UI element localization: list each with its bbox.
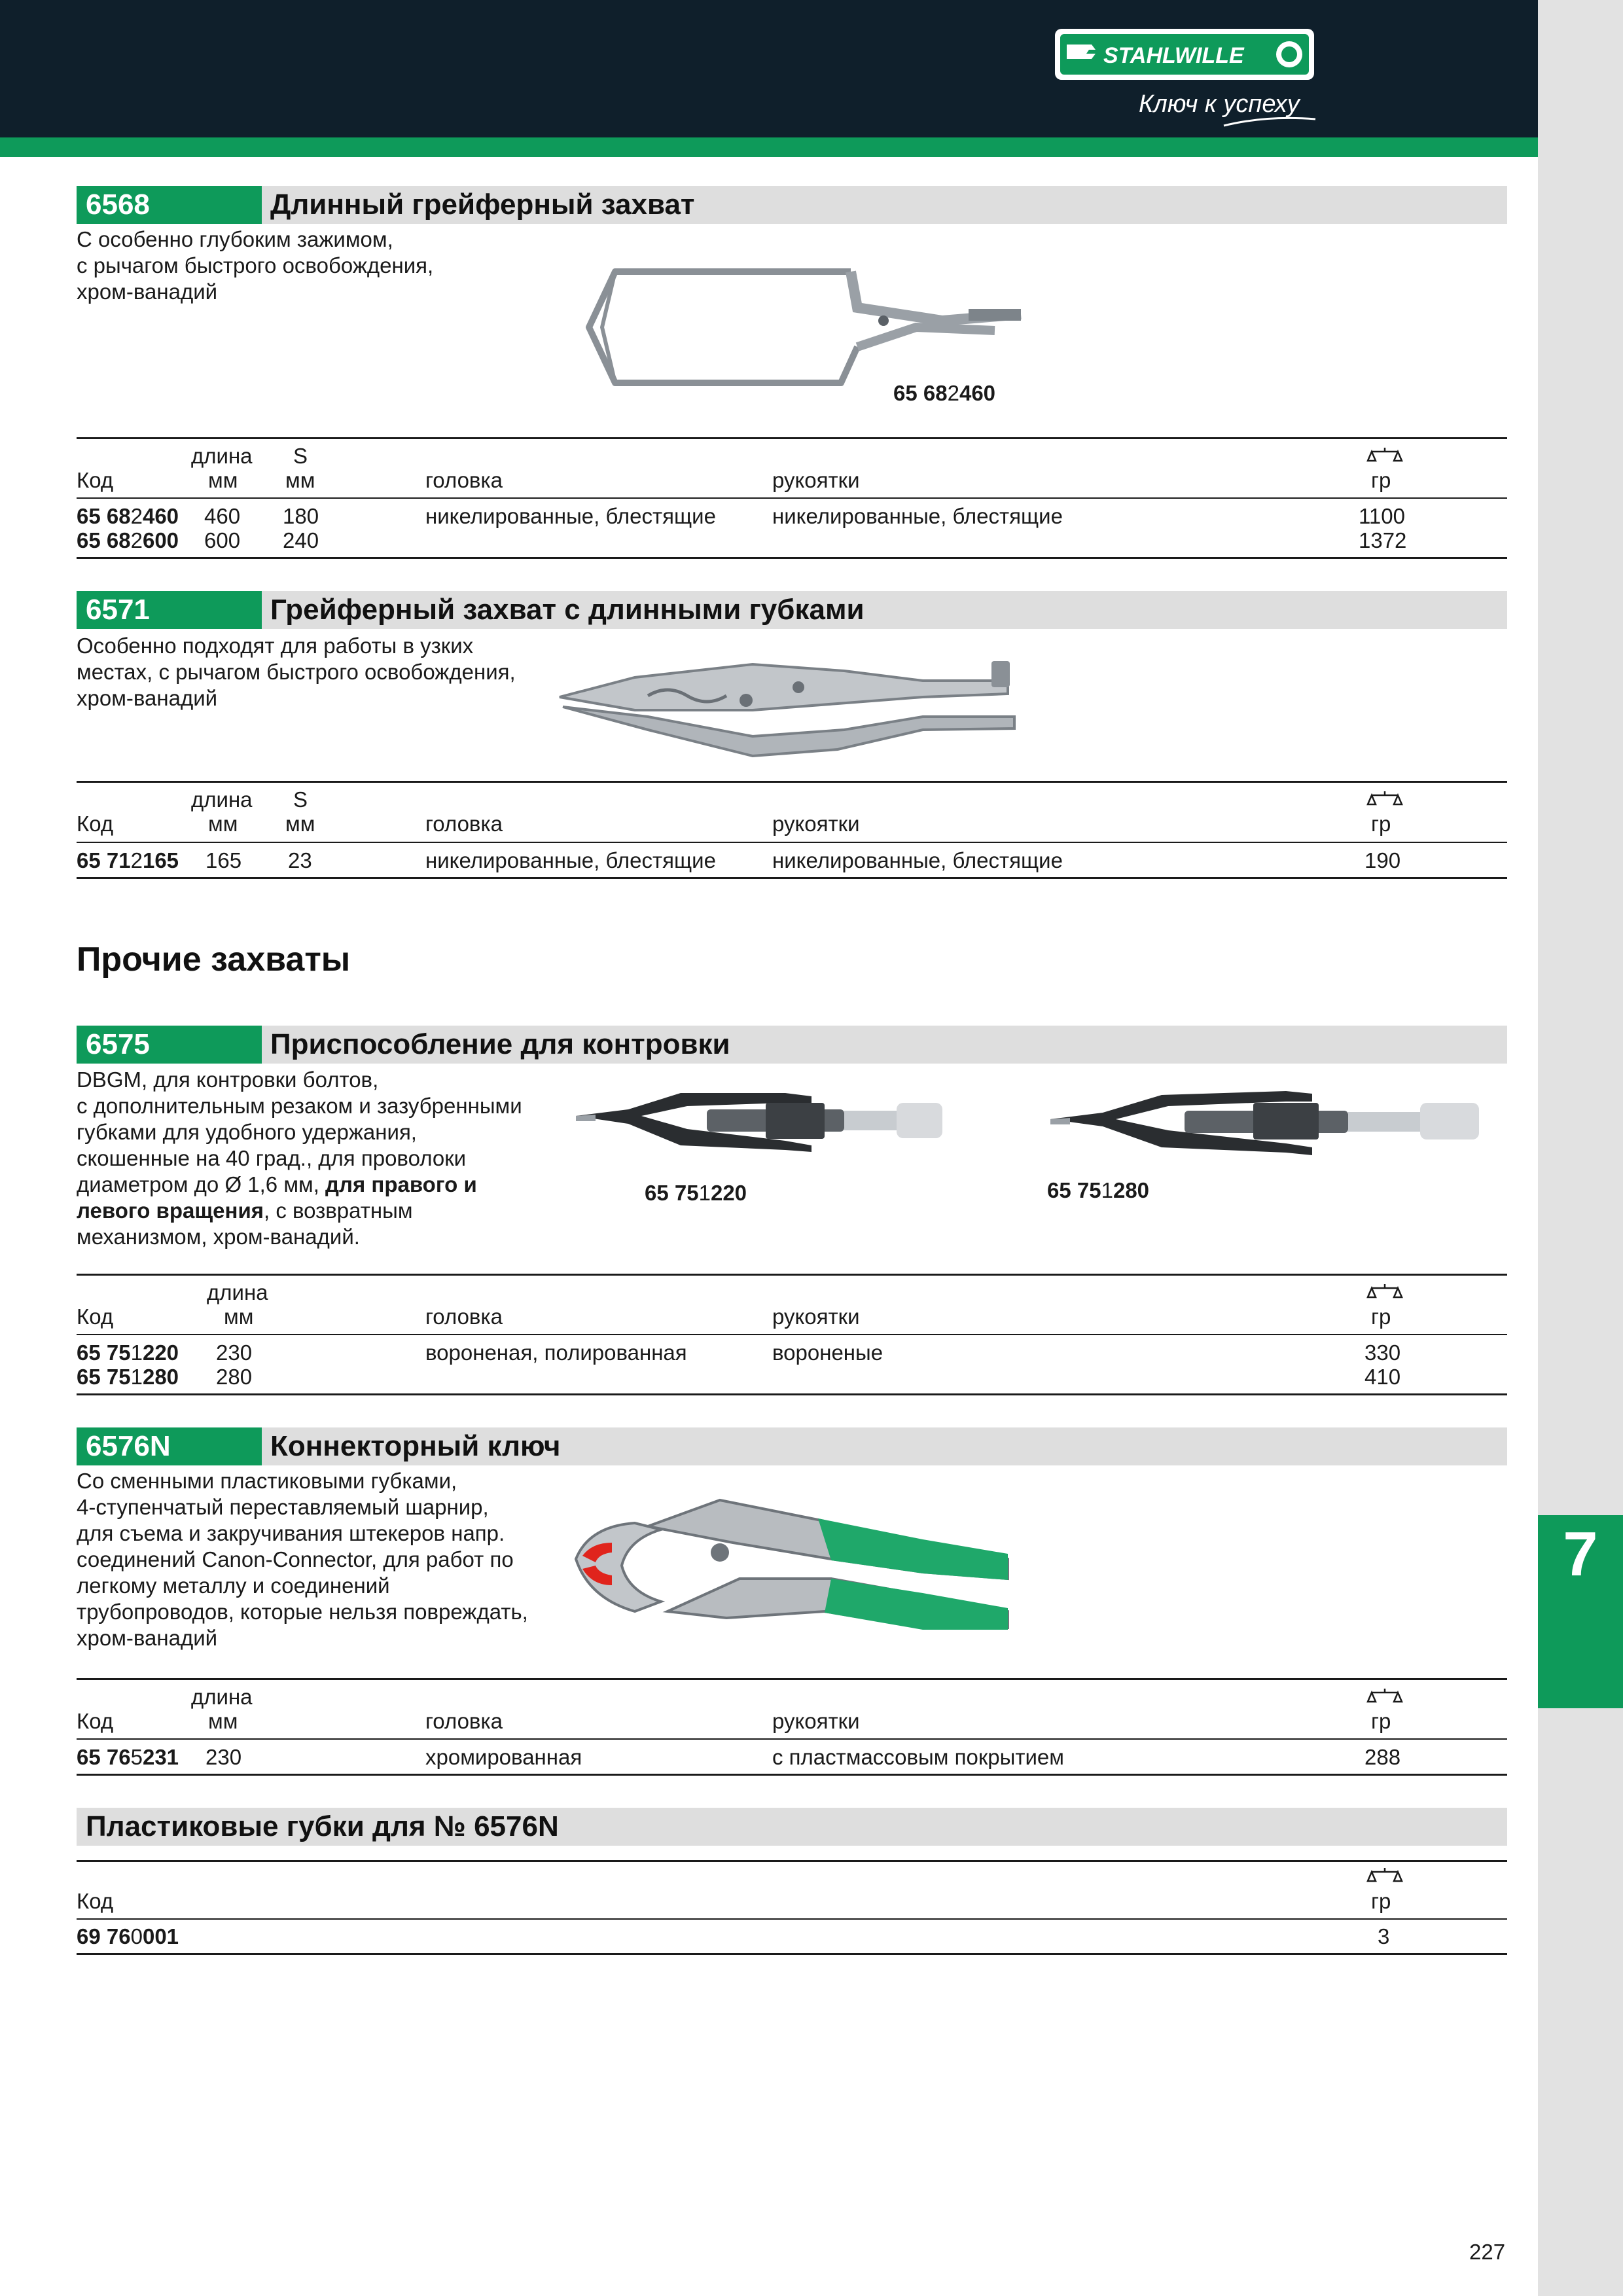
weight-scale-icon [1366, 790, 1403, 810]
description-line: местах, с рычагом быстрого освобождения, [77, 660, 516, 684]
cell-weight: 1100 [1359, 504, 1405, 528]
description-line: С особенно глубоким зажимом, [77, 227, 393, 251]
col-header-code: Код [77, 1304, 114, 1329]
col-header-mm: мм [285, 468, 315, 492]
section-bar-6576n [77, 1427, 1507, 1465]
description-line: Со сменными пластиковыми губками, [77, 1469, 457, 1493]
image-caption [645, 1181, 747, 1206]
section-number: 6576N [77, 1427, 262, 1465]
description-line: трубопроводов, которые нельзя повреждать, [77, 1600, 528, 1624]
col-header-code: Код [77, 1889, 114, 1913]
col-header-handles: рукоятки [772, 812, 860, 836]
code-part: 65 [645, 1181, 669, 1205]
cell-head: никелированные, блестящие [425, 504, 716, 528]
table-bottom-rule [77, 1774, 1507, 1776]
slogan-underline-swoosh [1221, 111, 1319, 131]
image-caption [893, 381, 995, 406]
description-bold: левого вращения [77, 1198, 264, 1223]
table-row-code[interactable] [77, 1745, 179, 1770]
cell-s: 23 [288, 848, 312, 872]
table-top-rule [77, 1274, 1507, 1276]
code-part: 65 [77, 1745, 101, 1769]
cell-handles: с пластмассовым покрытием [772, 1745, 1064, 1769]
safety-wire-pliers-image [569, 1083, 962, 1162]
cell-handles: никелированные, блестящие [772, 504, 1063, 528]
safety-wire-pliers-image [1044, 1083, 1508, 1162]
col-header-mm: мм [208, 468, 238, 492]
code-part: 75 [106, 1365, 131, 1389]
description-line: 4-ступенчатый переставляемый шарнир, [77, 1495, 489, 1519]
cell-head: никелированные, блестящие [425, 848, 716, 872]
table-bottom-rule [77, 1953, 1507, 1955]
cell-weight: 330 [1364, 1340, 1401, 1365]
code-part: 2 [130, 504, 143, 528]
col-header-s: S [293, 787, 308, 812]
code-part: 69 [77, 1924, 101, 1948]
image-caption [1047, 1178, 1149, 1203]
description-line: DBGM, для контровки болтов, [77, 1067, 379, 1092]
section-description-6571 [77, 633, 516, 711]
section-bar-plastic-jaws [77, 1808, 1507, 1846]
col-header-grams: гр [1371, 1889, 1391, 1913]
cell-length: 230 [205, 1745, 242, 1769]
slogan: Ключ к успеху [1139, 90, 1300, 118]
table-top-rule [77, 1860, 1507, 1862]
header-green-line [0, 137, 1538, 157]
col-header-handles: рукоятки [772, 1304, 860, 1329]
description-line: хром-ванадий [77, 279, 218, 304]
weight-scale-icon [1366, 1687, 1403, 1707]
cell-weight: 410 [1364, 1365, 1401, 1389]
code-part: 1 [130, 1340, 143, 1365]
code-part: 68 [923, 381, 948, 405]
code-part: 75 [1077, 1178, 1101, 1202]
section-description-6576n [77, 1468, 528, 1651]
cell-length: 460 [204, 504, 241, 528]
description-line [77, 1198, 522, 1224]
code-part: 1 [698, 1181, 711, 1205]
description-line: соединений Canon-Connector, для работ по [77, 1547, 514, 1571]
col-header-mm: мм [224, 1304, 254, 1329]
chapter-number: 7 [1563, 1519, 1598, 1589]
code-part: 65 [77, 1340, 101, 1365]
col-header-mm: мм [285, 812, 315, 836]
col-header-head: головка [425, 1304, 503, 1329]
code-part: 2 [130, 848, 143, 872]
col-header-mm: мм [208, 812, 238, 836]
cell-length: 230 [216, 1340, 253, 1365]
col-header-mm: мм [208, 1709, 238, 1733]
col-header-handles: рукоятки [772, 1709, 860, 1733]
weight-scale-icon [1366, 1867, 1403, 1886]
cell-weight: 190 [1364, 848, 1401, 872]
table-row-code[interactable] [77, 848, 179, 873]
description-line: для съема и закручивания штекеров напр. [77, 1521, 505, 1545]
cell-length: 165 [205, 848, 242, 872]
table-row-code[interactable] [77, 528, 179, 553]
description-line: механизмом, хром-ванадий. [77, 1225, 360, 1249]
svg-text:STAHLWILLE: STAHLWILLE [1103, 43, 1244, 68]
col-header-length: длина [191, 444, 253, 468]
table-row-code[interactable] [77, 1365, 179, 1390]
section-title: Пластиковые губки для № 6576N [86, 1810, 559, 1842]
locking-c-clamp-image [576, 249, 1027, 399]
code-part: 280 [1113, 1178, 1150, 1202]
cell-handles: вороненые [772, 1340, 883, 1365]
description-text: диаметром до Ø 1,6 мм, [77, 1172, 326, 1196]
cell-weight: 3 [1378, 1924, 1390, 1948]
code-part: 5 [130, 1745, 143, 1769]
code-part: 2 [947, 381, 959, 405]
table-header-rule [77, 1738, 1507, 1740]
table-header-rule [77, 842, 1507, 843]
description-line: с рычагом быстрого освобождения, [77, 253, 434, 278]
cell-s: 240 [283, 528, 319, 552]
code-part: 65 [77, 1365, 101, 1389]
section-title: Грейферный захват с длинными губками [270, 594, 865, 626]
cell-length: 280 [216, 1365, 253, 1389]
description-bold: для правого и [325, 1172, 477, 1196]
code-part: 0 [130, 1924, 143, 1948]
col-header-code: Код [77, 812, 114, 836]
code-part: 68 [106, 504, 131, 528]
code-part: 75 [106, 1340, 131, 1365]
col-header-head: головка [425, 1709, 503, 1733]
code-part: 65 [77, 848, 101, 872]
description-line: Особенно подходят для работы в узких [77, 634, 474, 658]
code-part: 71 [106, 848, 131, 872]
description-line: легкому металлу и соединений [77, 1573, 390, 1598]
section-number: 6571 [77, 591, 262, 629]
section-description-6575 [77, 1067, 522, 1250]
description-line: хром-ванадий [77, 686, 218, 710]
code-part: 220 [142, 1340, 179, 1365]
description-line: хром-ванадий [77, 1626, 218, 1650]
stahlwille-logo [1052, 25, 1317, 84]
section-bar-6571 [77, 591, 1507, 629]
table-top-rule [77, 1678, 1507, 1680]
code-part: 280 [142, 1365, 179, 1389]
cell-head: вороненая, полированная [425, 1340, 687, 1365]
weight-scale-icon [1366, 1283, 1403, 1302]
col-header-length: длина [191, 787, 253, 812]
cell-head: хромированная [425, 1745, 582, 1769]
table-header-rule [77, 1334, 1507, 1335]
section-bar-6575 [77, 1026, 1507, 1064]
cell-handles: никелированные, блестящие [772, 848, 1063, 872]
col-header-code: Код [77, 468, 114, 492]
subheading-other-grips: Прочие захваты [77, 941, 351, 978]
table-bottom-rule [77, 877, 1507, 879]
code-part: 68 [106, 528, 131, 552]
code-part: 460 [959, 381, 996, 405]
code-part: 165 [142, 848, 179, 872]
code-part: 231 [142, 1745, 179, 1769]
code-part: 65 [77, 528, 101, 552]
table-bottom-rule [77, 557, 1507, 559]
table-bottom-rule [77, 1393, 1507, 1395]
code-part: 76 [106, 1924, 131, 1948]
col-header-grams: гр [1371, 812, 1391, 836]
cell-weight: 1372 [1359, 528, 1407, 552]
connector-pliers-image [556, 1480, 1021, 1638]
col-header-code: Код [77, 1709, 114, 1733]
code-part: 76 [106, 1745, 131, 1769]
col-header-grams: гр [1371, 468, 1391, 492]
description-line: с дополнительным резаком и зазубренными [77, 1094, 522, 1118]
weight-scale-icon [1366, 446, 1403, 466]
col-header-s: S [293, 444, 308, 468]
section-title: Коннекторный ключ [270, 1430, 561, 1462]
table-header-rule [77, 1918, 1507, 1920]
section-bar-6568 [77, 186, 1507, 224]
section-title: Длинный грейферный захват [270, 188, 695, 221]
cell-s: 180 [283, 504, 319, 528]
col-header-grams: гр [1371, 1709, 1391, 1733]
code-part: 001 [142, 1924, 179, 1948]
code-part: 460 [142, 504, 179, 528]
table-top-rule [77, 781, 1507, 783]
col-header-head: головка [425, 812, 503, 836]
table-row-code[interactable] [77, 1924, 179, 1949]
description-line [77, 1172, 522, 1198]
description-line: скошенные на 40 град., для проволоки [77, 1146, 467, 1170]
code-part: 1 [1101, 1178, 1113, 1202]
table-row-code[interactable] [77, 1340, 179, 1365]
section-description-6568 [77, 226, 433, 305]
col-header-length: длина [207, 1280, 268, 1304]
code-part: 2 [130, 528, 143, 552]
code-part: 75 [674, 1181, 699, 1205]
section-number: 6575 [77, 1026, 262, 1064]
table-top-rule [77, 437, 1507, 439]
code-part: 65 [77, 504, 101, 528]
page-number: 227 [1469, 2240, 1506, 2264]
code-part: 600 [142, 528, 179, 552]
long-nose-locking-pliers-image [556, 645, 1027, 769]
table-row-code[interactable] [77, 504, 179, 529]
col-header-head: головка [425, 468, 503, 492]
cell-weight: 288 [1364, 1745, 1401, 1769]
code-part: 220 [710, 1181, 747, 1205]
table-header-rule [77, 497, 1507, 499]
col-header-handles: рукоятки [772, 468, 860, 492]
code-part: 1 [130, 1365, 143, 1389]
side-strip [1538, 0, 1623, 2296]
description-line: губками для удобного удержания, [77, 1120, 417, 1144]
cell-length: 600 [204, 528, 241, 552]
section-title: Приспособление для контровки [270, 1028, 730, 1060]
description-text: , с возвратным [264, 1198, 413, 1223]
col-header-grams: гр [1371, 1304, 1391, 1329]
col-header-length: длина [191, 1685, 253, 1709]
section-number: 6568 [77, 186, 262, 224]
code-part: 65 [893, 381, 918, 405]
code-part: 65 [1047, 1178, 1071, 1202]
